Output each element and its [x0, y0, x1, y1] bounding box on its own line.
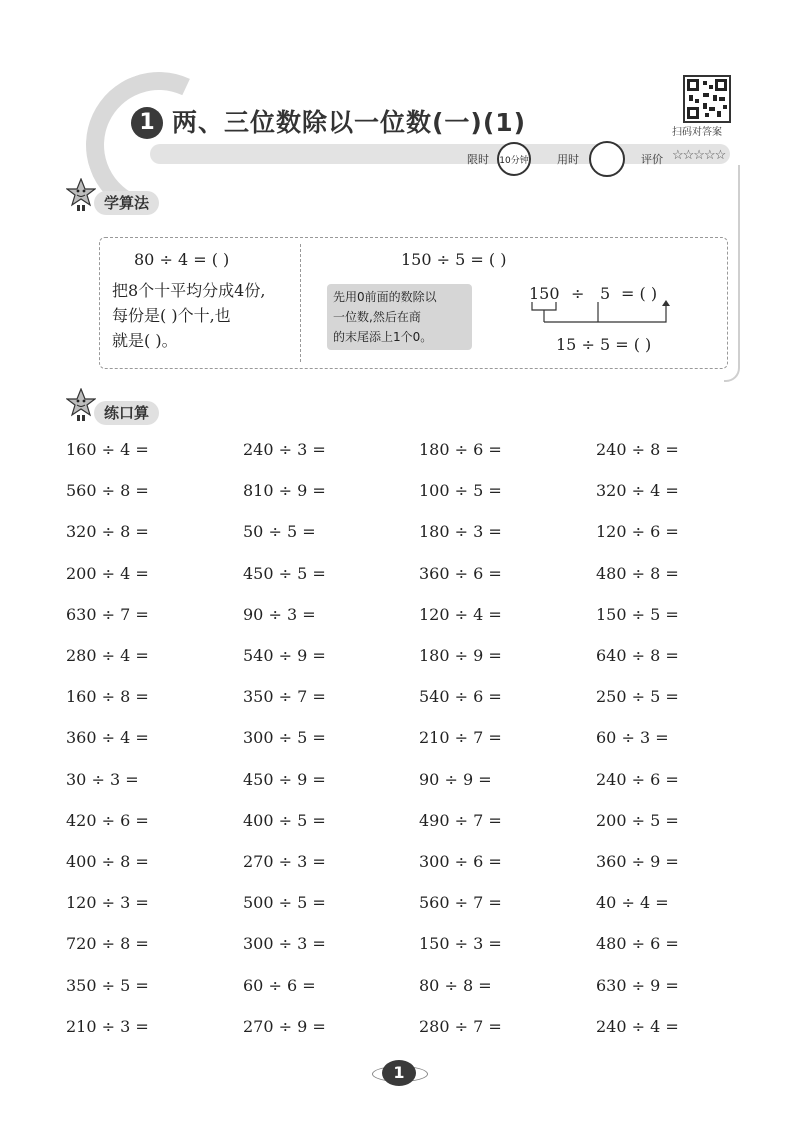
practice-problem[interactable]: 200 ÷ 5 = — [596, 810, 679, 830]
qr-code-icon[interactable] — [683, 75, 731, 123]
practice-problem[interactable]: 350 ÷ 5 = — [66, 975, 149, 995]
practice-problem[interactable]: 180 ÷ 3 = — [419, 522, 502, 542]
practice-problem[interactable]: 630 ÷ 9 = — [596, 975, 679, 995]
practice-problem[interactable]: 90 ÷ 3 = — [243, 604, 316, 624]
practice-problem[interactable]: 120 ÷ 6 = — [596, 522, 679, 542]
practice-problem[interactable]: 480 ÷ 6 = — [596, 934, 679, 954]
practice-problem[interactable]: 250 ÷ 5 = — [596, 687, 679, 707]
practice-problem[interactable]: 320 ÷ 4 = — [596, 481, 679, 501]
time-used-clock[interactable] — [589, 141, 625, 177]
step-bracket-arrow-icon — [530, 300, 680, 334]
practice-problem[interactable]: 270 ÷ 9 = — [243, 1016, 326, 1036]
left-explanation — [112, 278, 297, 353]
practice-problem[interactable]: 120 ÷ 4 = — [419, 604, 502, 624]
practice-problem[interactable]: 300 ÷ 3 = — [243, 934, 326, 954]
time-limit-value: 10分钟 — [499, 156, 529, 166]
practice-problem[interactable]: 210 ÷ 7 = — [419, 728, 502, 748]
practice-problem[interactable]: 280 ÷ 7 = — [419, 1016, 502, 1036]
practice-problem[interactable]: 210 ÷ 3 = — [66, 1016, 149, 1036]
practice-problem[interactable]: 240 ÷ 3 = — [243, 440, 326, 459]
right-equation: 150 ÷ 5 = ( ) — [401, 250, 507, 269]
practice-problem[interactable]: 810 ÷ 9 = — [243, 481, 326, 501]
practice-problem[interactable]: 300 ÷ 5 = — [243, 728, 326, 748]
note-line-1: 先用0前面的数除以 — [333, 290, 437, 304]
left-text-line-3: 就是( )。 — [112, 331, 178, 350]
practice-problem[interactable]: 360 ÷ 9 = — [596, 852, 679, 871]
practice-problem[interactable]: 720 ÷ 8 = — [66, 934, 149, 954]
practice-problem[interactable]: 490 ÷ 7 = — [419, 810, 502, 830]
note-line-2: 一位数,然后在商 — [333, 310, 421, 324]
practice-problem[interactable]: 350 ÷ 7 = — [243, 687, 326, 707]
practice-problem[interactable]: 400 ÷ 5 = — [243, 810, 326, 830]
practice-problem[interactable]: 280 ÷ 4 = — [66, 646, 149, 665]
practice-problem[interactable]: 500 ÷ 5 = — [243, 893, 326, 913]
section-label-practice: 练口算 — [94, 401, 159, 425]
practice-problem[interactable]: 240 ÷ 4 = — [596, 1016, 679, 1036]
practice-problem[interactable]: 480 ÷ 8 = — [596, 563, 679, 583]
time-limit-label: 限时 — [467, 153, 489, 166]
step-result: = ( ) — [621, 284, 658, 303]
practice-problem[interactable]: 420 ÷ 6 = — [66, 810, 149, 830]
practice-problem[interactable]: 40 ÷ 4 = — [596, 893, 669, 913]
practice-problem[interactable]: 60 ÷ 6 = — [243, 975, 316, 995]
practice-problem[interactable]: 180 ÷ 9 = — [419, 646, 502, 665]
practice-problem[interactable]: 270 ÷ 3 = — [243, 852, 326, 871]
practice-problem[interactable]: 450 ÷ 9 = — [243, 769, 326, 789]
practice-problem[interactable]: 360 ÷ 4 = — [66, 728, 149, 748]
practice-problem[interactable]: 150 ÷ 5 = — [596, 604, 679, 624]
practice-problem[interactable]: 560 ÷ 7 = — [419, 893, 502, 913]
rating-label: 评价 — [641, 153, 663, 166]
practice-problem[interactable]: 300 ÷ 6 = — [419, 852, 502, 871]
note-line-3: 的末尾添上1个0。 — [333, 330, 433, 344]
page-number: 1 — [382, 1060, 416, 1086]
practice-problem[interactable]: 100 ÷ 5 = — [419, 481, 502, 501]
section-label-learn: 学算法 — [94, 191, 159, 215]
left-equation: 80 ÷ 4 = ( ) — [134, 250, 230, 269]
practice-problem[interactable]: 150 ÷ 3 = — [419, 934, 502, 954]
star-mascot-icon — [66, 178, 96, 212]
practice-problem[interactable]: 450 ÷ 5 = — [243, 563, 326, 583]
practice-problem[interactable]: 200 ÷ 4 = — [66, 563, 149, 583]
time-used-label: 用时 — [557, 153, 579, 166]
practice-problem[interactable]: 90 ÷ 9 = — [419, 769, 492, 789]
practice-problem[interactable]: 60 ÷ 3 = — [596, 728, 669, 748]
left-text-line-2: 每份是( )个十,也 — [112, 306, 231, 325]
time-limit-clock — [497, 142, 531, 176]
practice-problem[interactable]: 540 ÷ 6 = — [419, 687, 502, 707]
practice-problem[interactable]: 180 ÷ 6 = — [419, 440, 502, 459]
practice-problem[interactable]: 80 ÷ 8 = — [419, 975, 492, 995]
practice-problem[interactable]: 560 ÷ 8 = — [66, 481, 149, 501]
practice-problem[interactable]: 540 ÷ 9 = — [243, 646, 326, 665]
practice-problem[interactable]: 240 ÷ 8 = — [596, 440, 679, 459]
step-divisor: 5 — [600, 284, 611, 303]
practice-problem[interactable]: 50 ÷ 5 = — [243, 522, 316, 542]
left-text-line-1: 把8个十平均分成4份, — [112, 281, 266, 300]
practice-problem[interactable]: 120 ÷ 3 = — [66, 893, 149, 913]
step-operator: ÷ — [571, 284, 585, 303]
practice-problem[interactable]: 400 ÷ 8 = — [66, 852, 149, 871]
rating-stars-icon[interactable]: ☆☆☆☆☆ — [672, 148, 726, 163]
page-title: 两、三位数除以一位数(一)(1) — [172, 108, 527, 137]
practice-problem[interactable]: 630 ÷ 7 = — [66, 604, 149, 624]
practice-problem[interactable]: 160 ÷ 8 = — [66, 687, 149, 707]
lesson-number-badge: 1 — [131, 107, 163, 139]
practice-problem[interactable]: 320 ÷ 8 = — [66, 522, 149, 542]
star-mascot-icon-2 — [66, 388, 96, 422]
practice-problem[interactable]: 640 ÷ 8 = — [596, 646, 679, 665]
hint-note — [327, 284, 472, 350]
step-dividend: 150 — [529, 284, 560, 303]
qr-label: 扫码对答案 — [672, 127, 722, 138]
practice-problem[interactable]: 30 ÷ 3 = — [66, 769, 139, 789]
practice-problem[interactable]: 160 ÷ 4 = — [66, 440, 149, 459]
example-divider — [300, 244, 301, 362]
step-inner-equation: 15 ÷ 5 = ( ) — [556, 335, 652, 354]
practice-problem[interactable]: 360 ÷ 6 = — [419, 563, 502, 583]
practice-problem[interactable]: 240 ÷ 6 = — [596, 769, 679, 789]
